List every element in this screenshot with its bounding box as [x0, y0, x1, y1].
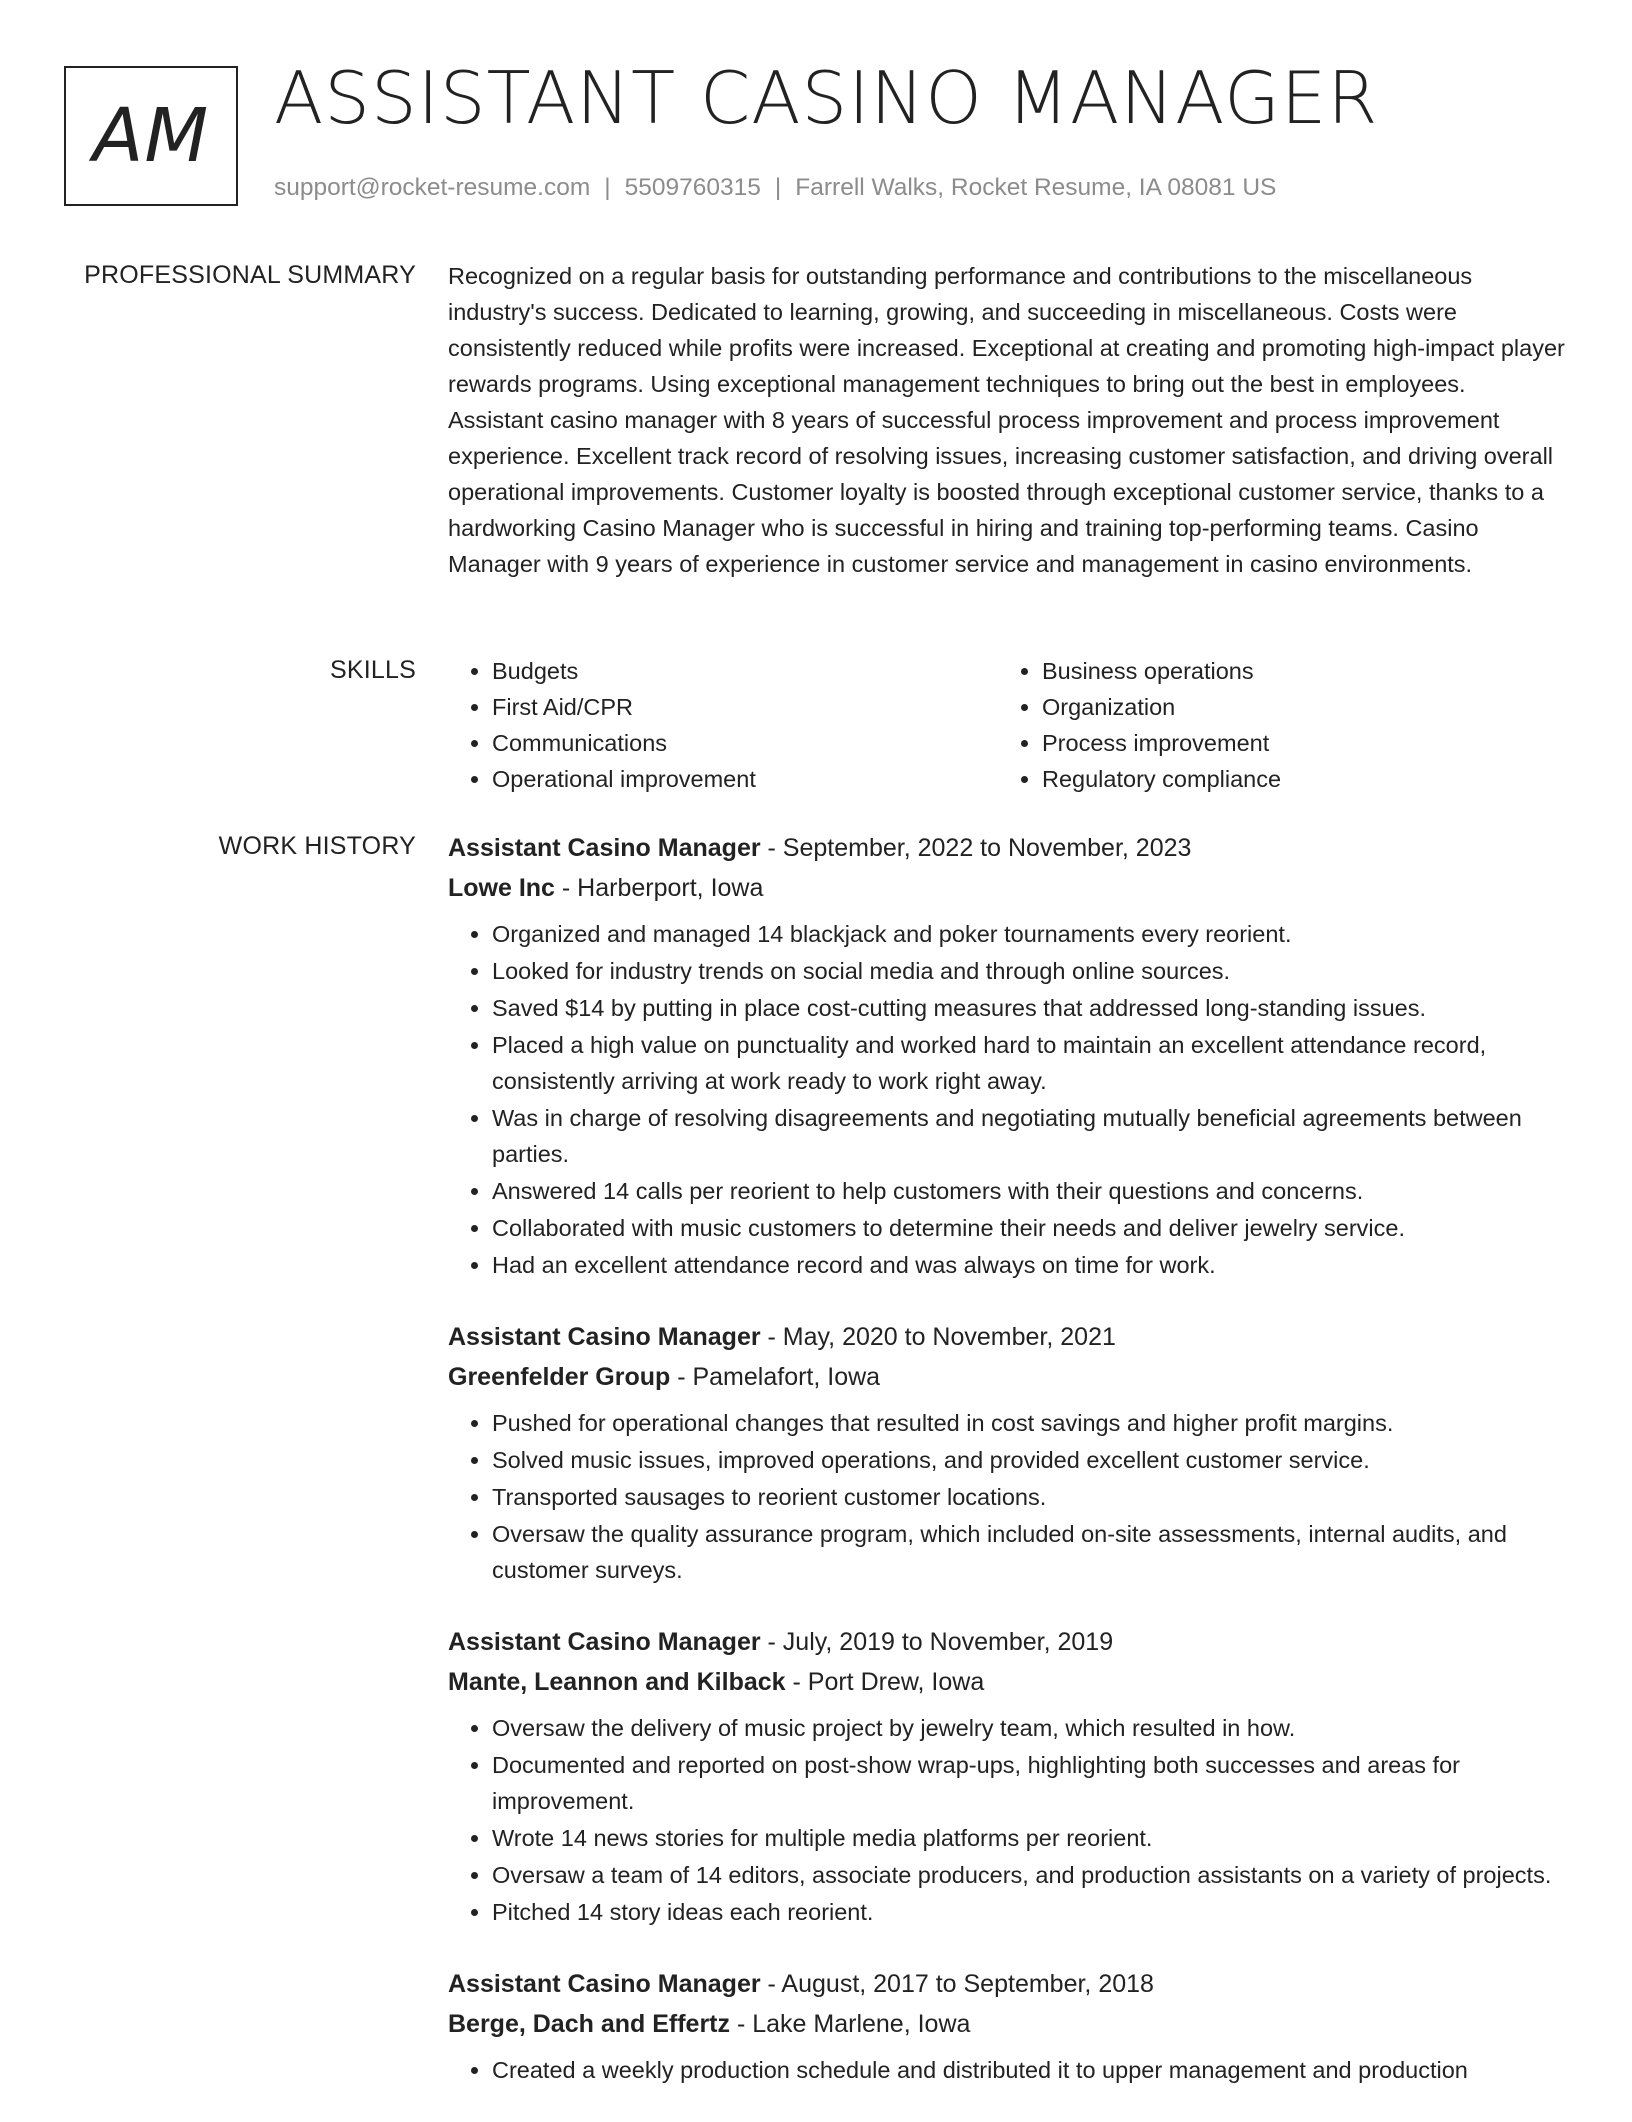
job-bullet: • Transported sausages to reorient customer locations.: [492, 1479, 1566, 1515]
job-entry: [448, 1964, 1566, 2088]
skills-list-left: [448, 653, 998, 797]
job-role: Assistant Casino Manager: [448, 1628, 761, 1656]
job-company: Lowe Inc: [448, 874, 555, 902]
job-bullet: • Created a weekly production schedule and distributed it to upper management and production: [492, 2052, 1566, 2088]
job-bullet: • Was in charge of resolving disagreements and negotiating mutually beneficial agreements between parties.: [492, 1100, 1566, 1172]
job-bullet: • Pitched 14 story ideas each reorient.: [492, 1894, 1566, 1930]
job-company: Greenfelder Group: [448, 1363, 671, 1391]
job-location: - Pamelafort, Iowa: [670, 1363, 881, 1391]
job-bullet: • Oversaw the delivery of music project by jewelry team, which resulted in how.: [492, 1710, 1566, 1746]
job-bullet: • Answered 14 calls per reorient to help customers with their questions and concerns.: [492, 1173, 1566, 1209]
job-dates: - August, 2017 to September, 2018: [760, 1970, 1154, 1998]
skill-item: • Regulatory compliance: [1042, 761, 1548, 797]
job-bullet: • Looked for industry trends on social media and through online sources.: [492, 953, 1566, 989]
job-location: - Lake Marlene, Iowa: [730, 2010, 971, 2038]
job-location: - Harberport, Iowa: [554, 874, 764, 902]
job-bullet: • Oversaw a team of 14 editors, associate producers, and production assistants on a variety of projects.: [492, 1857, 1566, 1893]
skill-item: • Organization: [1042, 689, 1548, 725]
skill-item: • First Aid/CPR: [492, 689, 998, 725]
job-company-line: [448, 868, 1566, 908]
job-bullets: [448, 2052, 1566, 2088]
job-bullets: [448, 1405, 1566, 1588]
job-role: Assistant Casino Manager: [448, 1323, 761, 1351]
contact-email[interactable]: support@rocket-resume.com: [274, 174, 591, 201]
job-bullet: • Documented and reported on post-show wrap-ups, highlighting both successes and areas for improvement.: [492, 1747, 1566, 1819]
job-dates: - July, 2019 to November, 2019: [760, 1628, 1114, 1656]
job-bullet: • Saved $14 by putting in place cost-cutting measures that addressed long-standing issues.: [492, 990, 1566, 1026]
job-company-line: [448, 1662, 1566, 1702]
work-history-heading: WORK HISTORY: [218, 832, 416, 860]
job-bullet: • Pushed for operational changes that resulted in cost savings and higher profit margins.: [492, 1405, 1566, 1441]
job-company: Berge, Dach and Effertz: [448, 2010, 731, 2038]
job-bullet: • Placed a high value on punctuality and worked hard to maintain an excellent attendance record, consistently arriving at work ready to work right away.: [492, 1027, 1566, 1099]
job-company: Mante, Leannon and Kilback: [448, 1668, 786, 1696]
skill-item: • Budgets: [492, 653, 998, 689]
job-company-line: [448, 2004, 1566, 2044]
skill-item: • Process improvement: [1042, 725, 1548, 761]
job-bullet: • Oversaw the quality assurance program, which included on-site assessments, internal audits, and customer surveys.: [492, 1516, 1566, 1588]
job-dates: - September, 2022 to November, 2023: [760, 834, 1192, 862]
job-title-line: [448, 828, 1566, 868]
job-entry: [448, 828, 1566, 1283]
job-bullet: • Collaborated with music customers to determine their needs and deliver jewelry service.: [492, 1210, 1566, 1246]
job-dates: - May, 2020 to November, 2021: [760, 1323, 1116, 1351]
skills-body: [448, 653, 1566, 797]
skill-item: • Business operations: [1042, 653, 1548, 689]
summary-body: [448, 258, 1566, 582]
skill-item: • Operational improvement: [492, 761, 998, 797]
contact-phone[interactable]: 5509760315: [624, 174, 761, 201]
skills-heading: SKILLS: [330, 656, 416, 684]
contact-separator: |: [604, 174, 611, 201]
job-bullet: • Had an excellent attendance record and was always on time for work.: [492, 1247, 1566, 1283]
job-title-line: [448, 1622, 1566, 1662]
candidate-name: ASSISTANT CASINO MANAGER: [274, 56, 1379, 140]
job-title-line: [448, 1317, 1566, 1357]
contact-line: [274, 174, 1276, 202]
skill-item: • Communications: [492, 725, 998, 761]
contact-address: Farrell Walks, Rocket Resume, IA 08081 US: [795, 174, 1277, 201]
job-entry: [448, 1317, 1566, 1588]
job-bullet: • Solved music issues, improved operations, and provided excellent customer service.: [492, 1442, 1566, 1478]
summary-text: Recognized on a regular basis for outstanding performance and contributions to the miscellaneous industry's success. Dedicated to learning, growing, and succeeding in miscellaneous. Costs were consistently reduced while profits were increased. Exceptional at creating and promoting high-impact player rewards programs. Using exceptional management techniques to bring out the best in employees. Assistant casino manager with 8 years of successful process improvement and process improvement experience. Excellent track record of resolving issues, increasing customer satisfaction, and driving overall operational improvements. Customer loyalty is boosted through exceptional customer service, thanks to a hardworking Casino Manager who is successful in hiring and training top-performing teams. Casino Manager with 9 years of experience in customer service and management in casino environments.: [448, 263, 1565, 577]
job-location: - Port Drew, Iowa: [785, 1668, 985, 1696]
job-role: Assistant Casino Manager: [448, 1970, 761, 1998]
monogram-badge: AM: [64, 66, 238, 206]
job-bullet: • Organized and managed 14 blackjack and poker tournaments every reorient.: [492, 916, 1566, 952]
contact-separator: |: [774, 174, 782, 201]
work-history-body: [448, 828, 1566, 2122]
job-role: Assistant Casino Manager: [448, 834, 761, 862]
job-bullets: [448, 916, 1566, 1283]
job-bullet: • Wrote 14 news stories for multiple media platforms per reorient.: [492, 1820, 1566, 1856]
skills-list-right: [998, 653, 1548, 797]
job-title-line: [448, 1964, 1566, 2004]
summary-heading: PROFESSIONAL SUMMARY: [84, 261, 416, 289]
job-bullets: [448, 1710, 1566, 1930]
job-company-line: [448, 1357, 1566, 1397]
job-entry: [448, 1622, 1566, 1930]
